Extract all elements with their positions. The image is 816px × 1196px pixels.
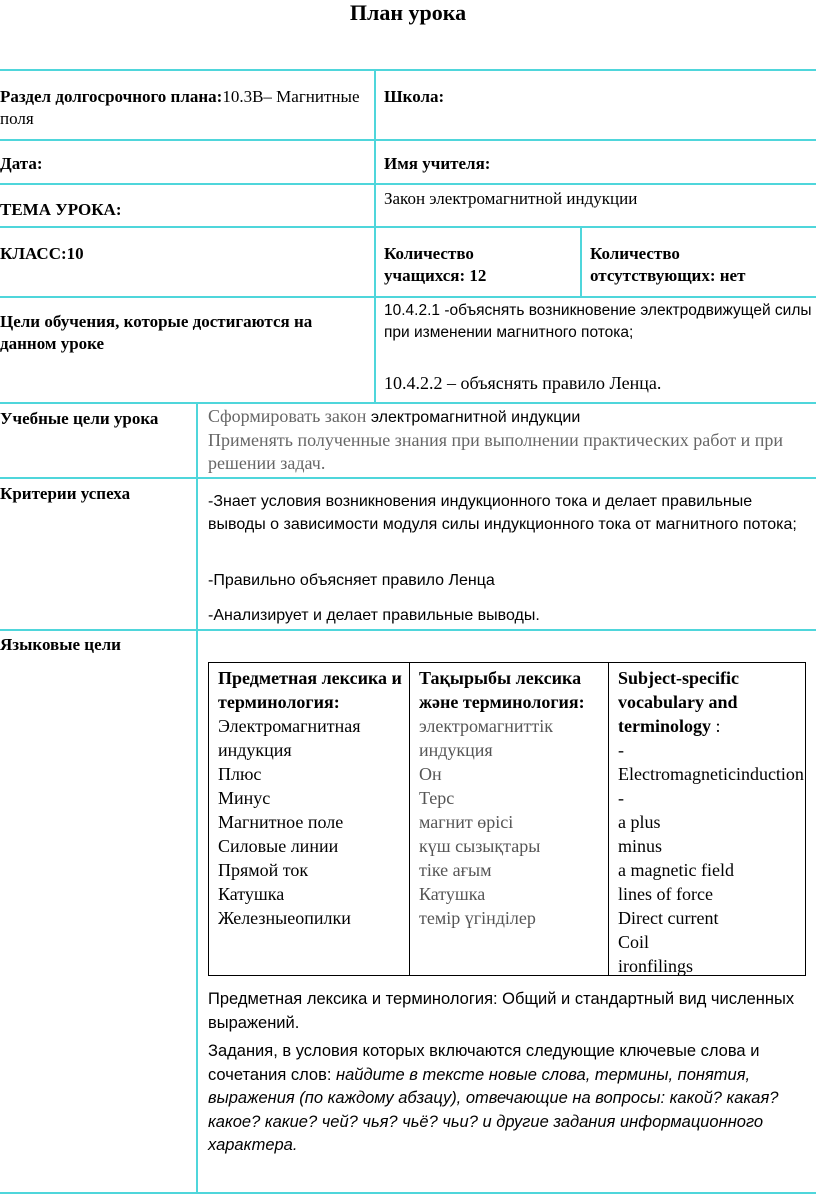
table-border	[0, 477, 816, 479]
vocab-en-term: Electromagneticinduction-	[618, 764, 804, 808]
lesson-goals-label: Учебные цели урока	[0, 409, 159, 428]
school-label: Школа:	[384, 87, 445, 106]
table-border	[0, 629, 816, 631]
vocab-kz-term: Катушка	[419, 884, 486, 904]
vocab-column-kz	[409, 663, 608, 975]
tasks-note-plain: Задания, в условия которых включаются следующие ключевые слова и сочетания слов:	[208, 1042, 760, 1084]
vocab-en-term: a magnetic field	[618, 860, 734, 880]
section-label: Раздел долгосрочного плана:	[0, 87, 223, 106]
section-value: 10.3В– Магнитные поля	[0, 87, 360, 128]
absent-count: Количество отсутствующих: нет	[590, 244, 746, 285]
table-border	[580, 226, 582, 298]
vocab-ru-term: Силовые линии	[218, 836, 339, 856]
vocab-en-term: ironfilings	[618, 956, 693, 976]
criteria-2: -Правильно объясняет правило Ленца	[208, 572, 495, 589]
present-count: Количество учащихся: 12	[384, 244, 487, 285]
criteria-3: -Анализирует и делает правильные выводы.	[208, 607, 540, 624]
lesson-goal-1	[208, 405, 580, 429]
vocab-kz-term: темір үгінділер	[419, 908, 536, 928]
page-title: План урока	[349, 0, 467, 25]
topic-value: Закон электромагнитной индукции	[384, 189, 638, 208]
vocab-ru-term: Магнитное поле	[218, 812, 344, 832]
teacher-label: Имя учителя:	[384, 154, 491, 173]
vocab-en-header-wrap	[618, 666, 807, 738]
class-label: КЛАСС:10	[0, 244, 84, 263]
vocab-ru-term: Минус	[218, 788, 271, 808]
vocab-en-term: Direct current	[618, 908, 719, 928]
goals-label: Цели обучения, которые достигаются на данном уроке	[0, 312, 313, 353]
vocab-en-term: minus	[618, 836, 663, 856]
table-border	[0, 69, 816, 71]
vocab-ru-header: Предметная лексика и терминология:	[218, 668, 402, 712]
vocab-en-term: lines of force	[618, 884, 713, 904]
vocabulary-table	[208, 662, 806, 976]
goal-1: 10.4.2.1 -объяснять возникновение электродвижущей силы при изменении магнитного потока;	[384, 302, 812, 341]
tasks-note	[208, 1040, 808, 1158]
vocab-en-term: Coil	[618, 932, 650, 952]
vocab-ru-term: Катушка	[218, 884, 285, 904]
vocab-ru-term: Прямой ток	[218, 860, 309, 880]
lesson-goal-1-lead: Сформировать закон	[208, 406, 371, 426]
table-border	[374, 69, 376, 404]
vocab-kz-term: тіке ағым	[419, 860, 492, 880]
table-border	[0, 296, 816, 298]
vocab-kz-term: күш сызықтары	[419, 836, 541, 856]
vocab-en-term: -	[618, 740, 624, 760]
lesson-goal-2: Применять полученные знания при выполнении практических работ и при решении задач.	[208, 430, 783, 473]
vocab-kz-term: Терс	[419, 788, 455, 808]
vocab-kz-term: магнит өрісі	[419, 812, 514, 832]
vocab-ru-term: Плюс	[218, 764, 262, 784]
vocab-en-header-tail: :	[710, 716, 721, 736]
vocab-kz-term: электромагниттік индукция	[419, 716, 554, 760]
vocab-en-term: a plus	[618, 812, 661, 832]
table-border	[196, 402, 198, 1194]
table-border	[0, 226, 816, 228]
vocab-column-ru	[209, 663, 409, 975]
goal-2: 10.4.2.2 – объяснять правило Ленца.	[384, 373, 662, 393]
date-label: Дата:	[0, 154, 43, 173]
criteria-1: -Знает условия возникновения индукционного тока и делает правильные выводы о зависимости модуля силы индукционного тока от магнитного потока;	[208, 493, 797, 533]
criteria-label: Критерии успеха	[0, 484, 131, 503]
vocab-ru-term: Железныеопилки	[218, 908, 351, 928]
table-border	[0, 402, 816, 404]
vocab-kz-term: Он	[419, 764, 442, 784]
table-border	[0, 1192, 816, 1194]
section-cell	[0, 86, 370, 130]
table-border	[0, 183, 816, 185]
vocab-en-header: Subject-specific vocabulary and terminology	[618, 668, 739, 736]
topic-label: ТЕМА УРОКА:	[0, 200, 122, 219]
vocab-column-en	[608, 663, 807, 975]
language-goals-label: Языковые цели	[0, 635, 121, 654]
vocab-kz-header: Тақырыбы лексика және терминология:	[419, 668, 585, 712]
lesson-goal-1-tail: электромагнитной индукции	[370, 409, 581, 426]
vocab-note: Предметная лексика и терминология: Общий и стандартный вид численных выражений.	[208, 990, 795, 1032]
vocab-ru-term: Электромагнитная индукция	[218, 716, 361, 760]
table-border	[0, 139, 816, 141]
tasks-note-italic: найдите в тексте новые слова, термины, понятия, выражения (по каждому абзацу), отвечающие на вопросы: какой? какая? какое? какие? чей? чья? чьё? чьи? и другие задания информационного характера.	[208, 1065, 779, 1154]
